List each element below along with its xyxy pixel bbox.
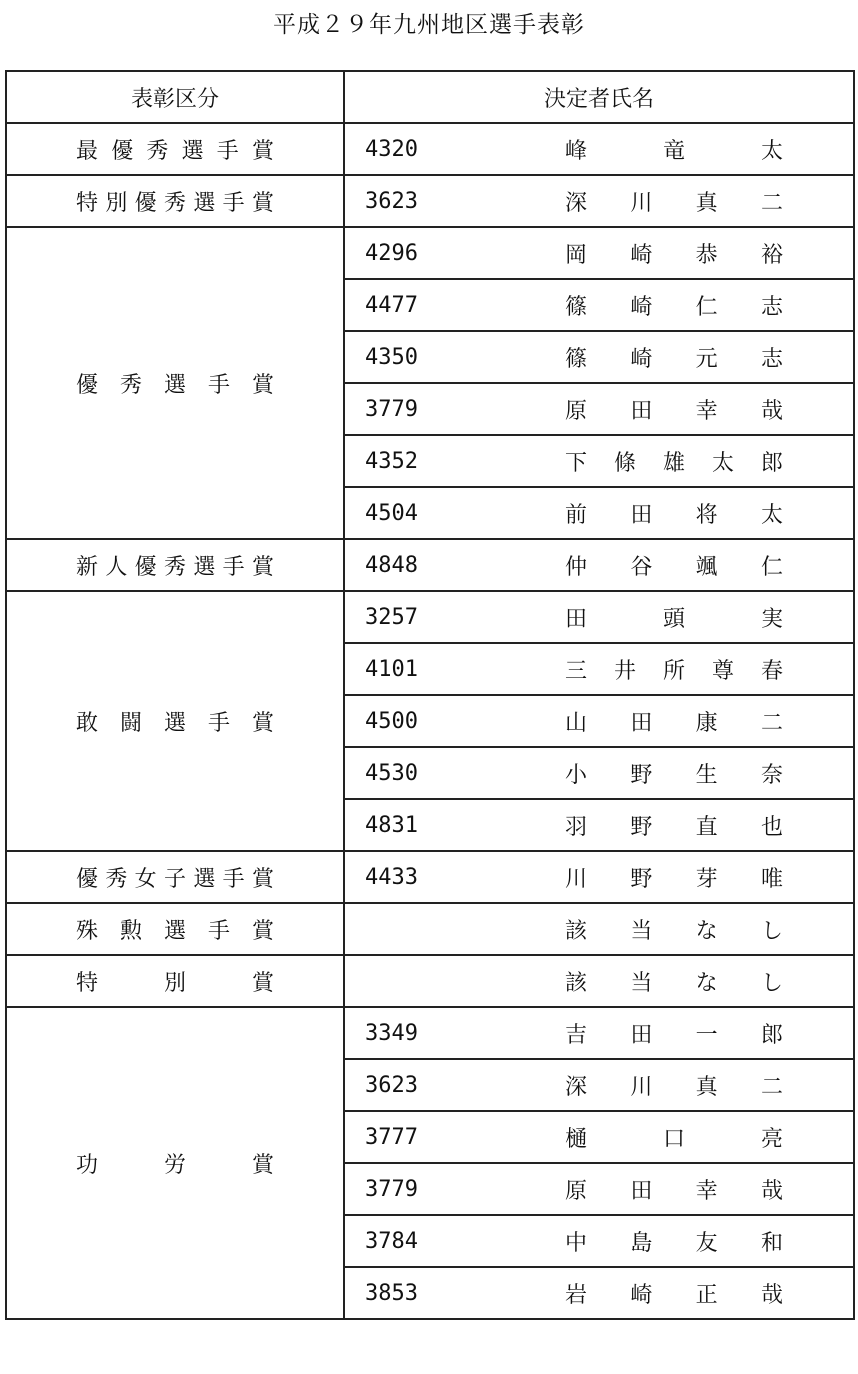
winner-cell [344,227,854,279]
racer-name: 原 田 幸 哉 [565,1178,783,1204]
award-category-cell [6,851,344,903]
awards-table [5,70,855,1320]
racer-number: 3853 [365,1280,418,1306]
racer-name: 田 頭 実 [565,606,783,632]
award-category-cell [6,591,344,851]
award-category-label: 特別優秀選手賞 [76,190,274,216]
racer-number: 3779 [365,396,418,422]
racer-name: 前 田 将 太 [565,502,783,528]
racer-number: 4350 [365,344,418,370]
award-category-cell [6,175,344,227]
winner-cell [344,279,854,331]
winner-cell [344,1007,854,1059]
winner-cell [344,955,854,1007]
winner-cell [344,331,854,383]
award-category-cell [6,903,344,955]
racer-name: 原 田 幸 哉 [565,398,783,424]
winner-cell [344,851,854,903]
racer-name: 岡 崎 恭 裕 [565,242,783,268]
table-row [6,903,854,955]
winner-cell [344,591,854,643]
table-row [6,1007,854,1059]
racer-name: 篠 崎 元 志 [565,346,783,372]
winner-cell [344,383,854,435]
winner-cell [344,435,854,487]
racer-number: 4101 [365,656,418,682]
racer-number: 4320 [365,136,418,162]
winner-cell [344,695,854,747]
racer-name: 仲 谷 颯 仁 [565,554,783,580]
award-category-label: 新人優秀選手賞 [76,554,274,580]
racer-number: 3779 [365,1176,418,1202]
award-category-label: 功 労 賞 [76,1152,275,1178]
racer-number: 4500 [365,708,418,734]
winner-cell [344,175,854,227]
awards-table-body [6,71,854,1319]
table-row [6,851,854,903]
award-category-cell [6,227,344,539]
award-category-label: 最優秀選手賞 [76,138,274,164]
winner-cell [344,747,854,799]
racer-number: 4530 [365,760,418,786]
racer-number: 3257 [365,604,418,630]
racer-name: 該 当 な し [565,918,783,944]
winner-cell [344,903,854,955]
racer-name: 下 條 雄 太 郎 [565,450,783,476]
racer-number: 3623 [365,188,418,214]
racer-name: 篠 崎 仁 志 [565,294,783,320]
table-row [6,539,854,591]
winner-cell [344,1215,854,1267]
racer-number: 4504 [365,500,418,526]
table-row [6,227,854,279]
award-category-cell [6,539,344,591]
racer-name: 小 野 生 奈 [565,762,783,788]
winner-cell [344,123,854,175]
racer-name: 吉 田 一 郎 [565,1022,783,1048]
award-category-label: 優 秀 選 手 賞 [76,372,274,398]
award-category-label: 殊 勲 選 手 賞 [76,918,274,944]
racer-number: 4433 [365,864,418,890]
page-title: 平成２９年九州地区選手表彰 [273,12,585,38]
header-winners: 決定者氏名 [344,71,854,123]
winner-cell [344,1163,854,1215]
racer-number: 3777 [365,1124,418,1150]
winner-cell [344,1111,854,1163]
racer-name: 羽 野 直 也 [565,814,783,840]
award-category-cell [6,955,344,1007]
racer-name: 三 井 所 尊 春 [565,658,783,684]
racer-name: 中 島 友 和 [565,1230,783,1256]
racer-number: 3349 [365,1020,418,1046]
racer-number: 4352 [365,448,418,474]
table-row [6,123,854,175]
award-category-label: 優秀女子選手賞 [76,866,274,892]
racer-name: 山 田 康 二 [565,710,783,736]
racer-name: 岩 崎 正 哉 [565,1282,783,1308]
award-category-label: 特 別 賞 [76,970,275,996]
winner-cell [344,1267,854,1319]
racer-name: 樋 口 亮 [565,1126,783,1152]
table-row [6,955,854,1007]
racer-name: 川 野 芽 唯 [565,866,783,892]
table-row [6,591,854,643]
racer-name: 深 川 真 二 [565,1074,783,1100]
winner-cell [344,1059,854,1111]
table-header-row [6,71,854,123]
award-category-cell [6,123,344,175]
racer-number: 3623 [365,1072,418,1098]
racer-number: 3784 [365,1228,418,1254]
award-category-cell [6,1007,344,1319]
racer-name: 峰 竜 太 [565,138,783,164]
winner-cell [344,799,854,851]
racer-number: 4831 [365,812,418,838]
racer-number: 4848 [365,552,418,578]
winner-cell [344,643,854,695]
winner-cell [344,487,854,539]
award-category-label: 敢 闘 選 手 賞 [76,710,274,736]
header-category: 表彰区分 [6,71,344,123]
racer-name: 深 川 真 二 [565,190,783,216]
winner-cell [344,539,854,591]
racer-number: 4296 [365,240,418,266]
racer-name: 該 当 な し [565,970,783,996]
table-row [6,175,854,227]
racer-number: 4477 [365,292,418,318]
